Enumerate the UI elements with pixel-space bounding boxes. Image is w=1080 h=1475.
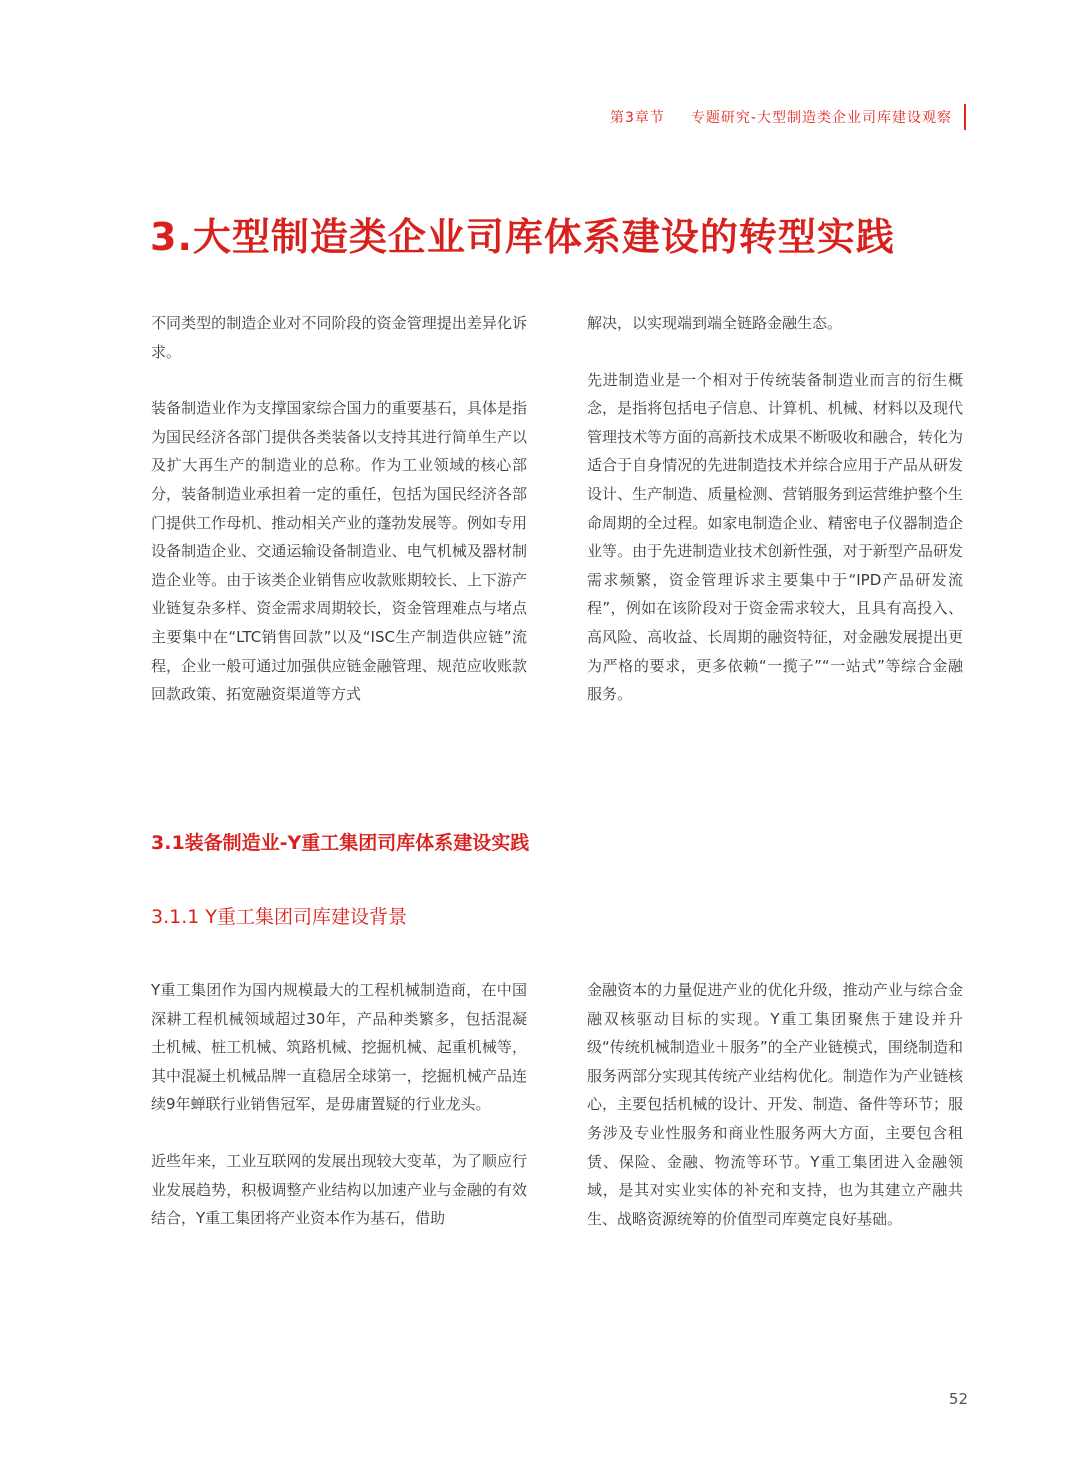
paragraph: Y重工集团作为国内规模最大的工程机械制造商，在中国深耕工程机械领域超过30年，产品种类繁多，包括混凝土机械、桩工机械、筑路机械、挖掘机械、起重机械等，其中混凝土机械品牌一直稳居全球第一，挖掘机械产品连续9年蝉联行业销售冠军，是毋庸置疑的行业龙头。: [151, 981, 527, 1114]
intro-right-column: [587, 309, 963, 709]
background-right-column: [587, 976, 963, 1233]
paragraph: 解决，以实现端到端全链路金融生态。: [587, 314, 843, 332]
paragraph: 不同类型的制造企业对不同阶段的资金管理提出差异化诉求。: [151, 314, 527, 361]
background-left-column: [151, 976, 527, 1233]
paragraph: 先进制造业是一个相对于传统装备制造业而言的衍生概念，是指将包括电子信息、计算机、机械、材料以及现代管理技术等方面的高新技术成果不断吸收和融合，转化为适合于自身情况的先进制造技术并综合应用于产品从研发设计、生产制造、质量检测、营销服务到运营维护整个生命周期的全过程。如家电制造企业、精密电子仪器制造企业等。由于先进制造业技术创新性强，对于新型产品研发需求频繁，资金管理诉求主要集中于“IPD产品研发流程”，例如在该阶段对于资金需求较大，且具有高投入、高风险、高收益、长周期的融资特征，对金融发展提出更为严格的要求，更多依赖“一揽子”“一站式”等综合金融服务。: [587, 370, 963, 704]
page-header: [610, 104, 966, 130]
header-divider: [964, 104, 966, 130]
page-title: 3.大型制造类企业司库体系建设的转型实践: [150, 215, 895, 259]
paragraph: 装备制造业作为支撑国家综合国力的重要基石，具体是指为国民经济各部门提供各类装备以支持其进行简单生产以及扩大再生产的制造业的总称。作为工业领域的核心部分，装备制造业承担着一定的重任，包括为国民经济各部门提供工作母机、推动相关产业的蓬勃发展等。例如专用设备制造企业、交通运输设备制造业、电气机械及器材制造企业等。由于该类企业销售应收款账期较长、上下游产业链复杂多样、资金需求周期较长，资金管理难点与堵点主要集中在“LTC销售回款”以及“ISC生产制造供应链”流程，企业一般可通过加强供应链金融管理、规范应收账款回款政策、拓宽融资渠道等方式: [151, 399, 527, 704]
paragraph: 近些年来，工业互联网的发展出现较大变革，为了顺应行业发展趋势，积极调整产业结构以加速产业与金融的有效结合，Y重工集团将产业资本作为基石，借助: [151, 1151, 527, 1228]
paragraph: 金融资本的力量促进产业的优化升级，推动产业与综合金融双核驱动目标的实现。Y重工集团聚焦于建设并升级“传统机械制造业＋服务”的全产业链模式，围绕制造和服务两部分实现其传统产业结构优化。制造作为产业链核心，主要包括机械的设计、开发、制造、备件等环节；服务涉及专业性服务和商业性服务两大方面，主要包含租赁、保险、金融、物流等环节。Y重工集团进入金融领域，是其对实业实体的补充和支持，也为其建立产融共生、战略资源统筹的价值型司库奠定良好基础。: [587, 981, 963, 1228]
section-title: 3.1装备制造业-Y重工集团司库体系建设实践: [151, 832, 530, 854]
subsection-title: 3.1.1 Y重工集团司库建设背景: [151, 906, 407, 928]
intro-left-column: [151, 309, 527, 709]
page-number: 52: [948, 1390, 968, 1408]
chapter-label: 第3章节: [610, 110, 665, 126]
chapter-topic: 专题研究-大型制造类企业司库建设观察: [690, 110, 952, 126]
